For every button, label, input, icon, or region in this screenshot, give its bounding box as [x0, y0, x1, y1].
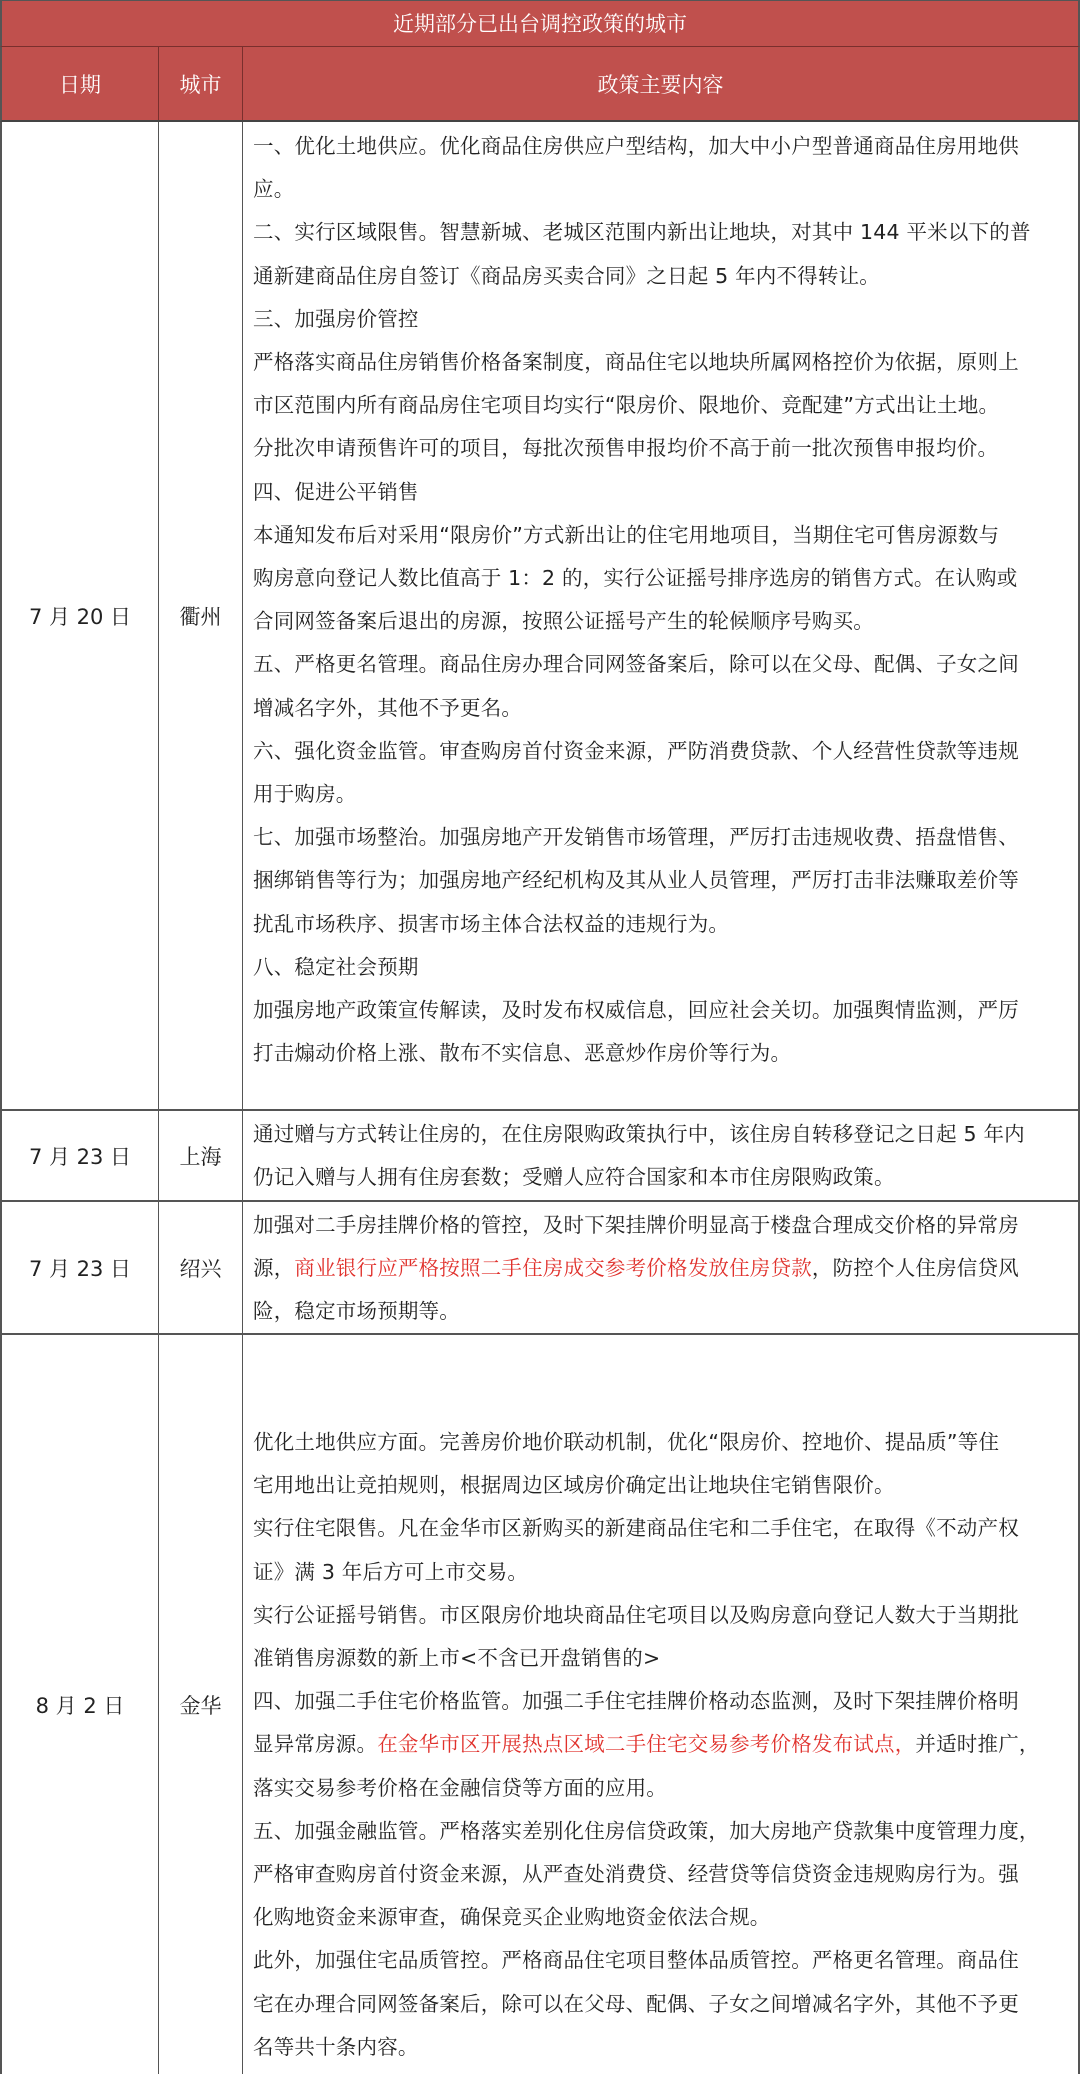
content-line: 落实交易参考价格在金融信贷等方面的应用。: [253, 1775, 667, 1800]
content-text: 源，: [253, 1256, 295, 1281]
row-city: 上海: [159, 1111, 243, 1200]
content-line: 一、优化土地供应。优化商品住房供应户型结构，加大中小户型普通商品住房用地供: [253, 134, 1019, 158]
content-line: 化购地资金来源审查，确保竞买企业购地资金依法合规。: [253, 1905, 771, 1930]
content-line: 扰乱市场秩序、损害市场主体合法权益的违规行为。: [253, 911, 730, 936]
content-line: 实行公证摇号销售。市区限房价地块商品住宅项目以及购房意向登记人数大于当期批: [253, 1602, 1019, 1627]
content-text: ，防控个人住房信贷风: [811, 1256, 1019, 1281]
content-line: 通新建商品住房自签订《商品房买卖合同》之日起 5 年内不得转让。: [253, 263, 880, 288]
content-line: 四、加强二手住宅价格监管。加强二手住宅挂牌价格动态监测，及时下架挂牌价格明: [253, 1689, 1019, 1714]
highlighted-text: 商业银行应严格按照二手住房成交参考价格发放住房贷款: [294, 1256, 812, 1281]
content-line: 加强房地产政策宣传解读，及时发布权威信息，回应社会关切。加强舆情监测，严厉: [253, 998, 1019, 1023]
content-line: 八、稳定社会预期: [253, 954, 419, 979]
content-line: 捆绑销售等行为；加强房地产经纪机构及其从业人员管理，严厉打击非法赚取差价等: [253, 868, 1019, 893]
header-date: 日期: [2, 47, 159, 120]
content-line: 打击煽动价格上涨、散布不实信息、恶意炒作房价等行为。: [253, 1041, 792, 1066]
row-content: [243, 122, 1078, 1109]
content-line: 二、实行区域限售。智慧新城、老城区范围内新出让地块，对其中 144 平米以下的普: [253, 220, 1031, 245]
content-line: 增减名字外，其他不予更名。: [253, 695, 523, 720]
content-line: 严格落实商品住房销售价格备案制度，商品住宅以地块所属网格控价为依据，原则上: [253, 350, 1019, 375]
content-line: 市区范围内所有商品房住宅项目均实行“限房价、限地价、竞配建”方式出让土地。: [253, 393, 1000, 418]
table-title: 近期部分已出台调控政策的城市: [0, 0, 1080, 46]
content-text: 并适时推广，: [915, 1732, 1040, 1757]
content-line: 六、强化资金监管。审查购房首付资金来源，严防消费贷款、个人经营性贷款等违规: [253, 738, 1019, 763]
table-row: [2, 1111, 1078, 1202]
header-content: 政策主要内容: [597, 72, 724, 97]
content-line: 五、加强金融监管。严格落实差别化住房信贷政策，加大房地产贷款集中度管理力度，: [253, 1818, 1040, 1843]
content-line: 准销售房源数的新上市<不含已开盘销售的>: [253, 1646, 661, 1671]
row-date: 7 月 23 日: [2, 1202, 159, 1333]
content-line: 险，稳定市场预期等。: [253, 1299, 460, 1324]
content-line: 优化土地供应方面。完善房价地价联动机制，优化“限房价、控地价、提品质”等住: [253, 1430, 1000, 1454]
row-date: 7 月 20 日: [2, 122, 159, 1109]
row-content: [243, 1111, 1078, 1200]
content-line: 此外，加强住宅品质管控。严格商品住宅项目整体品质管控。严格更名管理。商品住: [253, 1948, 1019, 1973]
content-line: 通过赠与方式转让住房的，在住房限购政策执行中，该住房自转移登记之日起 5 年内: [253, 1122, 1025, 1146]
content-text: 显异常房源。: [253, 1732, 378, 1757]
table-row: [2, 1335, 1078, 2074]
content-line: 四、促进公平销售: [253, 479, 419, 504]
highlighted-text: 在金华市区开展热点区域二手住宅交易参考价格发布试点，: [377, 1732, 916, 1757]
content-line: 七、加强市场整治。加强房地产开发销售市场管理，严厉打击违规收费、捂盘惜售、: [253, 825, 1019, 850]
content-line: 严格审查购房首付资金来源，从严查处消费贷、经营贷等信贷资金违规购房行为。强: [253, 1862, 1019, 1887]
content-line: 名等共十条内容。: [253, 2034, 419, 2059]
content-line: 实行住宅限售。凡在金华市区新购买的新建商品住宅和二手住宅，在取得《不动产权: [253, 1516, 1019, 1541]
content-line: [253, 1723, 1068, 1766]
content-line: 加强对二手房挂牌价格的管控，及时下架挂牌价明显高于楼盘合理成交价格的异常房: [253, 1213, 1019, 1237]
content-line: 本通知发布后对采用“限房价”方式新出让的住宅用地项目，当期住宅可售房源数与: [253, 522, 1000, 547]
row-city: 衢州: [159, 122, 243, 1109]
row-city: 金华: [159, 1335, 243, 2074]
content-line: 应。: [253, 177, 295, 202]
content-line: 用于购房。: [253, 782, 357, 807]
content-line: 宅用地出让竞拍规则，根据周边区域房价确定出让地块住宅销售限价。: [253, 1473, 895, 1498]
row-date: 8 月 2 日: [2, 1335, 159, 2074]
row-city: 绍兴: [159, 1202, 243, 1333]
table-row: [2, 1202, 1078, 1335]
row-date: 7 月 23 日: [2, 1111, 159, 1200]
row-content: [243, 1202, 1078, 1333]
content-line: 三、加强房价管控: [253, 306, 419, 331]
content-line: 证》满 3 年后方可上市交易。: [253, 1559, 529, 1584]
table-row: [2, 122, 1078, 1111]
content-line: 购房意向登记人数比值高于 1：2 的，实行公证摇号排序选房的销售方式。在认购或: [253, 566, 1018, 591]
content-line: 宅在办理合同网签备案后，除可以在父母、配偶、子女之间增减名字外，其他不予更: [253, 1991, 1019, 2016]
content-line: 仍记入赠与人拥有住房套数；受赠人应符合国家和本市住房限购政策。: [253, 1165, 895, 1190]
content-line: 五、严格更名管理。商品住房办理合同网签备案后，除可以在父母、配偶、子女之间: [253, 652, 1019, 677]
table-body: [0, 122, 1080, 2074]
content-line: [253, 1247, 1068, 1290]
content-line: 分批次申请预售许可的项目，每批次预售申报均价不高于前一批次预售申报均价。: [253, 436, 999, 461]
header-city: 城市: [159, 47, 243, 120]
table-header-row: [0, 46, 1080, 122]
content-line: 合同网签备案后退出的房源，按照公证摇号产生的轮候顺序号购买。: [253, 609, 874, 634]
row-content: [243, 1335, 1078, 2074]
